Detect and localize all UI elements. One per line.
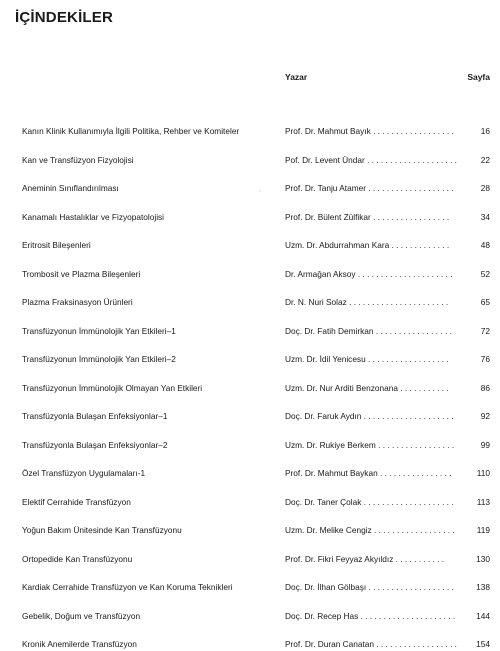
toc-entry — [0, 409, 500, 423]
toc-entry-author: Uzm. Dr. Abdurrahman Kara . . . . . . . . . . . . . — [285, 240, 450, 250]
toc-entry-title: Plazma Fraksinasyon Ürünleri — [22, 297, 133, 307]
toc-entry — [0, 381, 500, 395]
toc-entry-title: Elektif Cerrahide Transfüzyon — [22, 497, 131, 507]
toc-entry-title: Transfüzyonla Bulaşan Enfeksiyonlar–2 — [22, 440, 168, 450]
toc-entry-page: 119 — [476, 525, 490, 535]
toc-entry-title: Transfüzyonla Bulaşan Enfeksiyonlar–1 — [22, 411, 168, 421]
toc-entry-author: Dr. N. Nuri Solaz . . . . . . . . . . . . . . . . . . . . . . — [285, 297, 449, 307]
toc-entry-page: 16 — [480, 126, 490, 136]
toc-entry — [0, 609, 500, 623]
toc-entry-title: Transfüzyonun İmmünolojik Yan Etkileri–1 — [22, 326, 176, 336]
toc-entry-title: Kanın Klinik Kullanımıyla İlgili Politika, Rehber ve Komiteler — [22, 126, 240, 136]
toc-entry-author: Pof. Dr. Levent Ündar . . . . . . . . . . . . . . . . . . . . — [285, 155, 457, 165]
toc-entry-page: 99 — [480, 440, 490, 450]
toc-entry-page: 48 — [480, 240, 490, 250]
toc-entry-author: Prof. Dr. Tanju Atamer . . . . . . . . . . . . . . . . . . . — [285, 183, 454, 193]
toc-entry-page: 65 — [480, 297, 490, 307]
toc-entry-title: Kan ve Transfüzyon Fizyolojisi — [22, 155, 134, 165]
toc-entry — [0, 580, 500, 594]
toc-entry-author: Doç. Dr. Faruk Aydın . . . . . . . . . . . . . . . . . . . . — [285, 411, 454, 421]
toc-entry-page: 113 — [476, 497, 490, 507]
stray-mark: ˎ — [259, 185, 262, 192]
toc-entry-page: 130 — [476, 554, 490, 564]
toc-entry-author: Doç. Dr. Recep Has . . . . . . . . . . . . . . . . . . . . . — [285, 611, 456, 621]
toc-entry-page: 28 — [480, 183, 490, 193]
toc-entry-author: Prof. Dr. Duran Canatan . . . . . . . . . . . . . . . . . . — [285, 639, 457, 649]
toc-entry-page: 110 — [476, 468, 490, 478]
toc-entry-page: 86 — [480, 383, 490, 393]
toc-entry-title: Ortopedide Kan Transfüzyonu — [22, 554, 133, 564]
toc-entry-page: 138 — [476, 582, 490, 592]
toc-entry-title: Gebelik, Doğum ve Transfüzyon — [22, 611, 141, 621]
toc-entry — [0, 466, 500, 480]
toc-entry — [0, 124, 500, 138]
toc-entry-page: 72 — [480, 326, 490, 336]
author-column-header: Yazar — [285, 72, 308, 82]
toc-entry-author: Uzm. Dr. Melike Cengiz . . . . . . . . . . . . . . . . . . — [285, 525, 455, 535]
toc-entry-title: Kanamalı Hastalıklar ve Fizyopatolojisi — [22, 212, 165, 222]
toc-entry — [0, 153, 500, 167]
toc-entry-title: Transfüzyonun İmmünolojik Yan Etkileri–2 — [22, 354, 176, 364]
toc-entry — [0, 637, 500, 651]
toc-entry — [0, 552, 500, 566]
toc-entry-page: 144 — [476, 611, 490, 621]
toc-entry-page: 154 — [476, 639, 490, 649]
page-column-header: Sayfa — [467, 72, 490, 82]
toc-entry-author: Doç. Dr. Fatih Demirkan . . . . . . . . . . . . . . . . . — [285, 326, 452, 336]
toc-entry — [0, 267, 500, 281]
toc-entry — [0, 438, 500, 452]
toc-entry-author: Uzm. Dr. Nur Arditi Benzonana . . . . . . . . . . . — [285, 383, 449, 393]
toc-entry — [0, 352, 500, 366]
toc-entry — [0, 238, 500, 252]
toc-entry-author: Prof. Dr. Mahmut Baykan . . . . . . . . . . . . . . . . — [285, 468, 452, 478]
toc-entry — [0, 295, 500, 309]
toc-entry-author: Doç. Dr. Taner Çolak . . . . . . . . . . . . . . . . . . . . — [285, 497, 454, 507]
toc-entry-title: Trombosit ve Plazma Bileşenleri — [22, 269, 141, 279]
toc-entry-author: Doç. Dr. İlhan Gölbaşı . . . . . . . . . . . . . . . . . . . — [285, 582, 454, 592]
toc-entry-title: Yoğun Bakım Ünitesinde Kan Transfüzyonu — [22, 525, 182, 535]
toc-entry-author: Prof. Dr. Mahmut Bayık . . . . . . . . . . . . . . . . . . — [285, 126, 454, 136]
toc-entry — [0, 324, 500, 338]
toc-entry-page: 76 — [480, 354, 490, 364]
toc-entry-author: Prof. Dr. Fikri Feyyaz Akyıldız . . . . . . . . . . . — [285, 554, 445, 564]
toc-entry-title: Kardiak Cerrahide Transfüzyon ve Kan Koruma Teknikleri — [22, 582, 233, 592]
toc-entry-author: Dr. Armağan Aksoy . . . . . . . . . . . . . . . . . . . . . — [285, 269, 453, 279]
toc-entry-title: Aneminin Sınıflandırılması — [22, 183, 119, 193]
toc-entry-page: 34 — [480, 212, 490, 222]
toc-entry-page: 22 — [480, 155, 490, 165]
toc-entry — [0, 495, 500, 509]
toc-entry-title: Kronik Anemilerde Transfüzyon — [22, 639, 137, 649]
toc-entry-title: Eritrosit Bileşenleri — [22, 240, 91, 250]
toc-entry — [0, 210, 500, 224]
toc-entry-title: Transfüzyonun İmmünolojik Olmayan Yan Etkileri — [22, 383, 203, 393]
toc-entry-author: Uzm. Dr. İdil Yenicesu . . . . . . . . . . . . . . . . . . — [285, 354, 449, 364]
toc-entry-title: Özel Transfüzyon Uygulamaları-1 — [22, 468, 146, 478]
toc-entry-author: Uzm. Dr. Rukiye Berkem . . . . . . . . . . . . . . . . . — [285, 440, 455, 450]
toc-entry-page: 92 — [480, 411, 490, 421]
toc-entry-page: 52 — [480, 269, 490, 279]
page-title: İÇİNDEKİLER — [15, 9, 114, 26]
toc-entry — [0, 181, 500, 195]
toc-entry-author: Prof. Dr. Bülent Zülfikar . . . . . . . . . . . . . . . . . — [285, 212, 450, 222]
toc-entry — [0, 523, 500, 537]
